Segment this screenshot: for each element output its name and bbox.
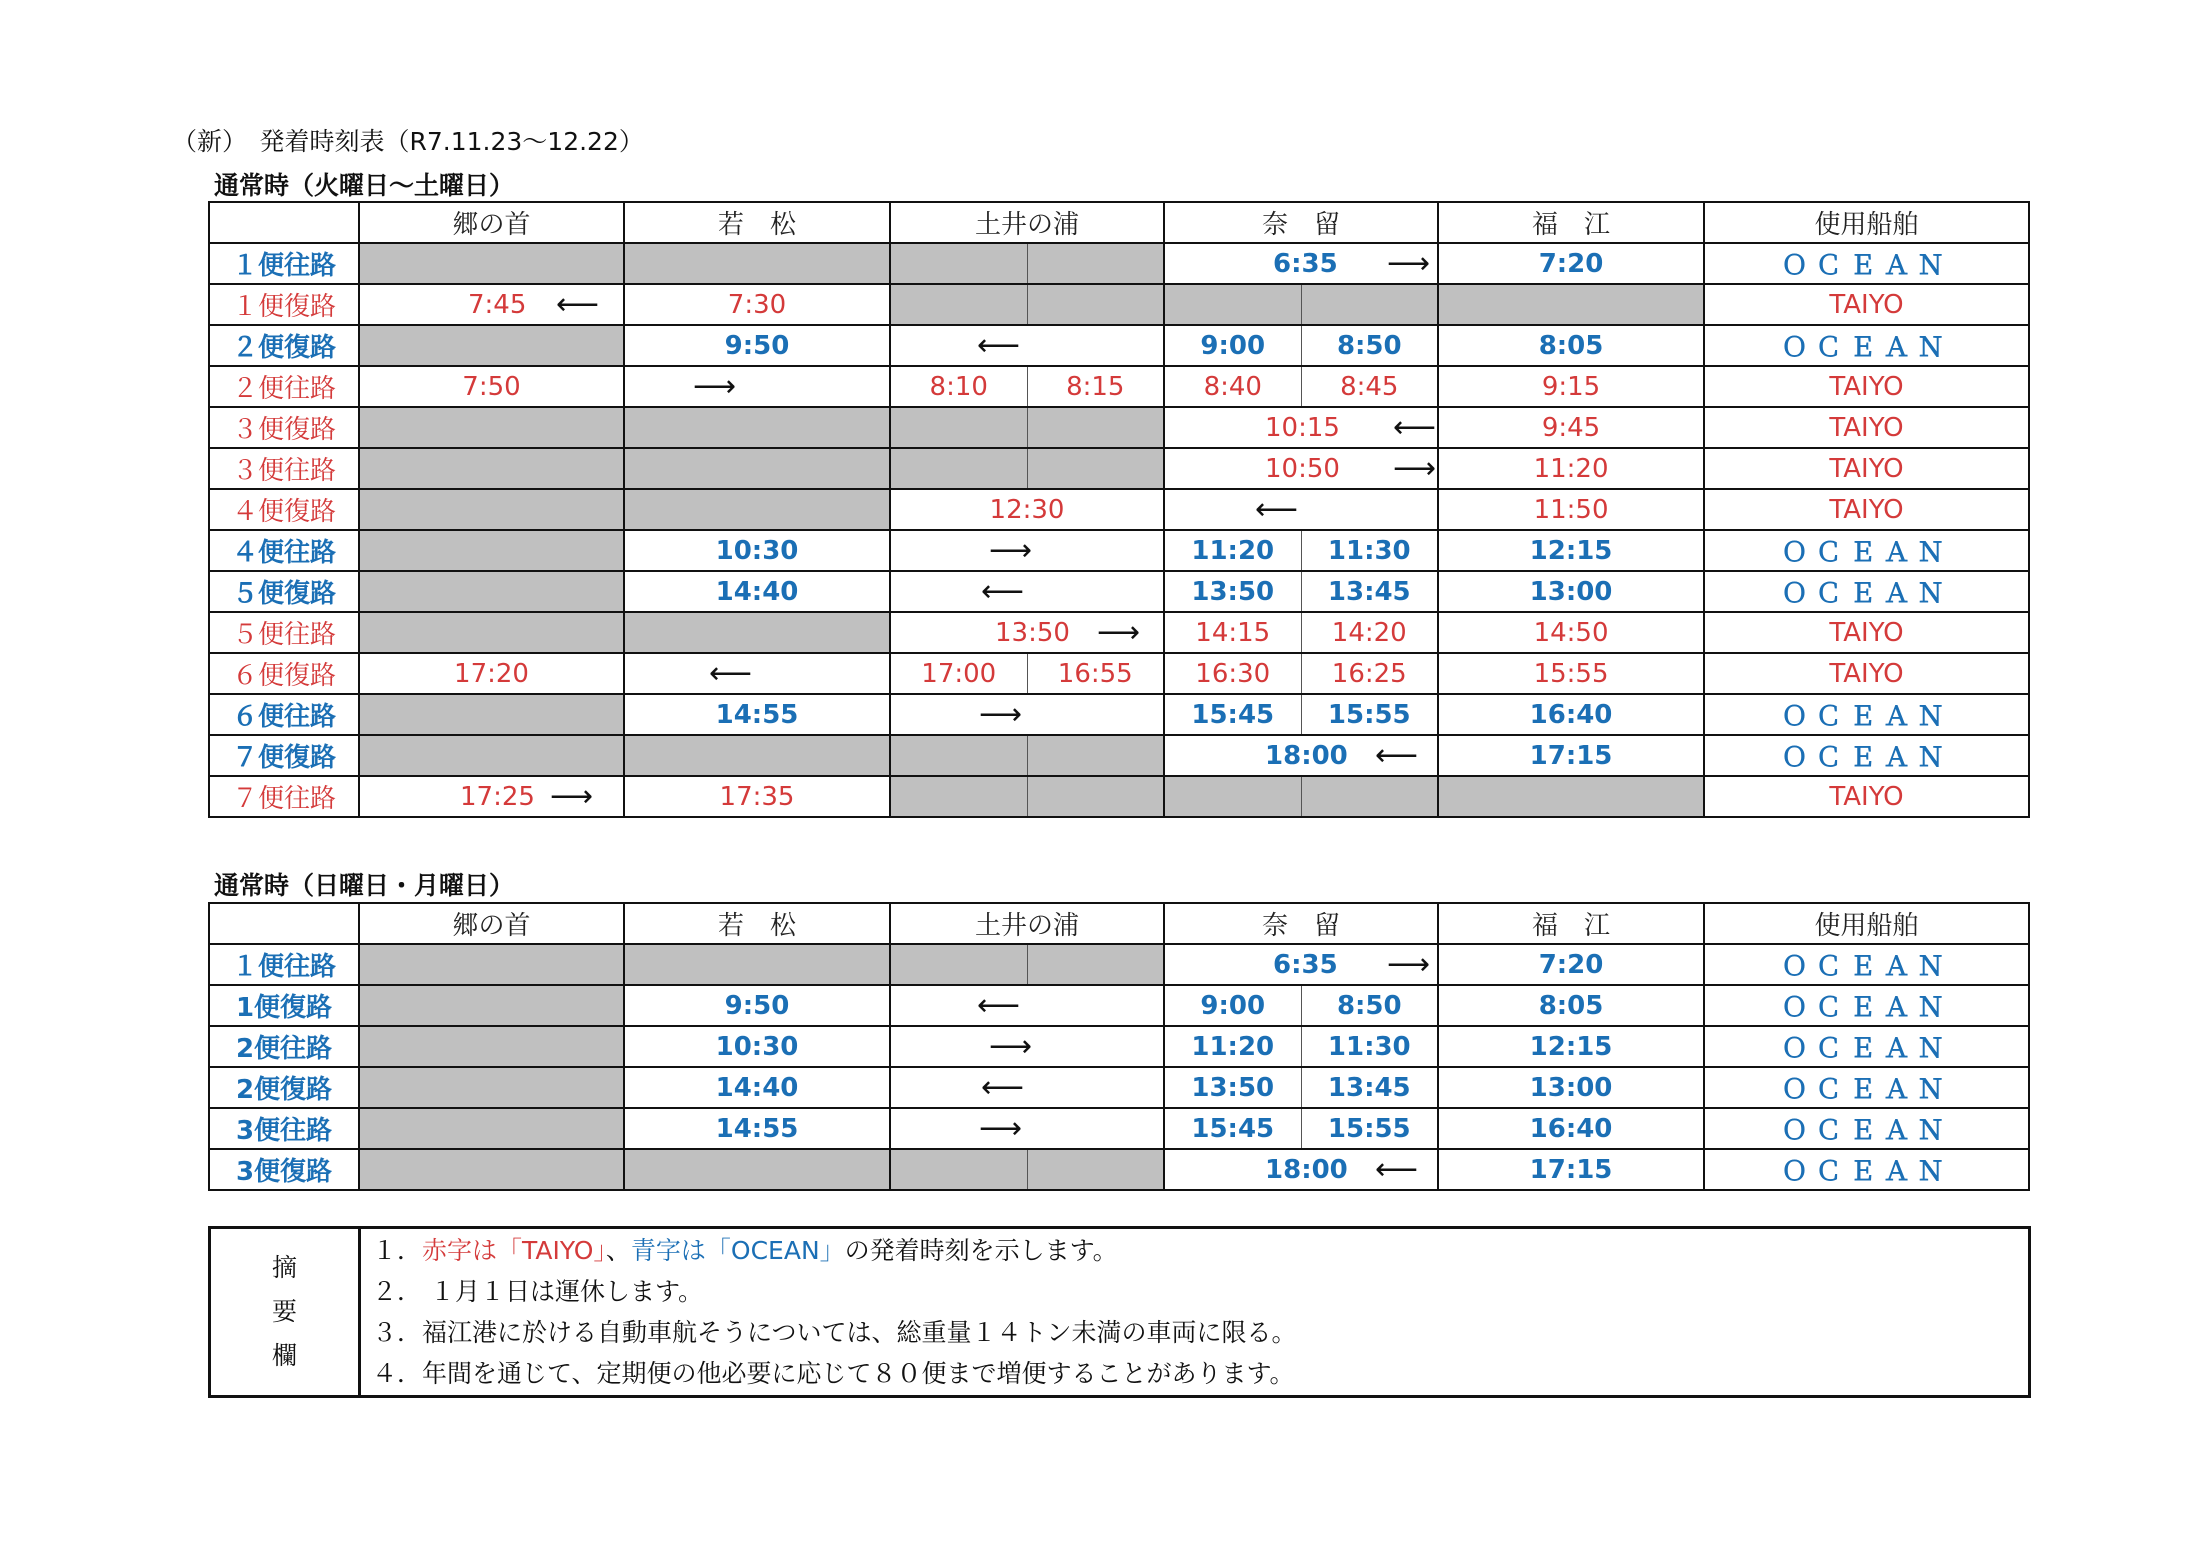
gray-cell [890, 944, 1027, 985]
doinoura-cell: 13:50 ⟶ [890, 612, 1164, 653]
fukue-cell: 9:15 [1438, 366, 1704, 407]
naru-cell: 18:00 ⟵ [1164, 1149, 1438, 1190]
ship-cell: ＯＣＥＡＮ [1704, 985, 2029, 1026]
ship-cell: TAIYO [1704, 776, 2029, 817]
table-row [209, 325, 2029, 366]
fukue-cell: 15:55 [1438, 653, 1704, 694]
header-fukue: 福 江 [1438, 903, 1704, 944]
gounokubi-cell: 17:20 [359, 653, 624, 694]
naru-cell: 6:35 ⟶ [1164, 944, 1438, 985]
gray-cell [624, 1149, 890, 1190]
row-label: ６便復路 [209, 653, 359, 694]
table-row [209, 366, 2029, 407]
doinoura-cell [890, 1067, 1164, 1108]
gray-cell [1301, 284, 1438, 325]
ship-cell: ＯＣＥＡＮ [1704, 571, 2029, 612]
fukue-cell: 8:05 [1438, 985, 1704, 1026]
naru-cell: 8:40 [1164, 366, 1301, 407]
row-label: ６便往路 [209, 694, 359, 735]
row-label: 1便復路 [209, 985, 359, 1026]
row-label: 2便往路 [209, 1026, 359, 1067]
gray-cell [1027, 284, 1164, 325]
wakamatsu-cell: 10:30 [624, 530, 890, 571]
naru-cell: 13:45 [1301, 571, 1438, 612]
doinoura-cell: 17:00 [890, 653, 1027, 694]
header-blank [209, 903, 359, 944]
naru-cell: 11:30 [1301, 530, 1438, 571]
doinoura-cell [890, 1026, 1164, 1067]
arrow-right-icon: ⟶ [1097, 614, 1141, 650]
section-title-weekday: 通常時（火曜日～土曜日） [214, 171, 515, 200]
doinoura-cell [890, 530, 1164, 571]
row-label: 2便復路 [209, 1067, 359, 1108]
gray-cell [624, 448, 890, 489]
gray-cell [359, 612, 624, 653]
row-label: ２便復路 [209, 325, 359, 366]
wakamatsu-cell: 10:30 [624, 1026, 890, 1067]
gray-cell [1027, 448, 1164, 489]
fukue-cell: 12:15 [1438, 530, 1704, 571]
header-wakamatsu: 若 松 [624, 903, 890, 944]
arrow-left-icon: ⟵ [1393, 409, 1437, 445]
fukue-cell: 8:05 [1438, 325, 1704, 366]
note-line-3: ３．福江港に於ける自動車航そうについては、総重量１４トン未満の車両に限る。 [372, 1318, 1297, 1347]
gray-cell [359, 735, 624, 776]
doinoura-cell: 8:15 [1027, 366, 1164, 407]
naru-cell: 15:45 [1164, 694, 1301, 735]
doinoura-cell [890, 571, 1164, 612]
table-row [209, 612, 2029, 653]
fukue-cell: 11:20 [1438, 448, 1704, 489]
naru-cell: 8:45 [1301, 366, 1438, 407]
ship-cell: TAIYO [1704, 612, 2029, 653]
header-doinoura: 土井の浦 [890, 202, 1164, 243]
section-title-weekend: 通常時（日曜日・月曜日） [214, 871, 515, 900]
doinoura-cell: 16:55 [1027, 653, 1164, 694]
note-line-2: ２． １月１日は運休します。 [372, 1277, 703, 1306]
gray-cell [890, 448, 1027, 489]
notes-content [360, 1228, 2030, 1397]
row-label: １便復路 [209, 284, 359, 325]
gray-cell [359, 1026, 624, 1067]
gray-cell [1438, 284, 1704, 325]
gray-cell [359, 243, 624, 284]
gray-cell [1027, 407, 1164, 448]
naru-cell: 8:50 [1301, 325, 1438, 366]
table-row [209, 407, 2029, 448]
fukue-cell: 17:15 [1438, 1149, 1704, 1190]
wakamatsu-cell [624, 366, 890, 407]
table-row [209, 448, 2029, 489]
gray-cell [1164, 284, 1301, 325]
ship-cell: TAIYO [1704, 653, 2029, 694]
ship-cell: ＯＣＥＡＮ [1704, 530, 2029, 571]
note-line-1: １．赤字は「TAIYO」、青字は「OCEAN」の発着時刻を示します。 [372, 1236, 1118, 1265]
arrow-right-icon: ⟶ [550, 778, 594, 814]
arrow-left-icon: ⟵ [556, 286, 600, 322]
doinoura-cell: 12:30 [890, 489, 1164, 530]
timetable-weekend [208, 902, 2030, 1191]
gounokubi-cell: 7:50 [359, 366, 624, 407]
table-row [209, 735, 2029, 776]
document-title: （新） 発着時刻表（R7.11.23～12.22） [172, 127, 644, 156]
header-ship: 使用船舶 [1704, 202, 2029, 243]
gray-cell [359, 571, 624, 612]
gray-cell [624, 612, 890, 653]
header-blank [209, 202, 359, 243]
naru-cell: 9:00 [1164, 985, 1301, 1026]
notes-label: 摘 要 欄 [210, 1228, 360, 1397]
gray-cell [1027, 735, 1164, 776]
fukue-cell: 17:15 [1438, 735, 1704, 776]
wakamatsu-cell: 14:55 [624, 694, 890, 735]
naru-cell: 15:55 [1301, 694, 1438, 735]
row-label: 3便往路 [209, 1108, 359, 1149]
gray-cell [359, 944, 624, 985]
ship-cell: ＯＣＥＡＮ [1704, 1067, 2029, 1108]
arrow-left-icon: ⟵ [1375, 737, 1419, 773]
ship-cell: TAIYO [1704, 448, 2029, 489]
wakamatsu-cell: 9:50 [624, 325, 890, 366]
row-label: 3便復路 [209, 1149, 359, 1190]
arrow-left-icon: ⟵ [977, 987, 1021, 1023]
ship-cell: TAIYO [1704, 366, 2029, 407]
row-label: ７便復路 [209, 735, 359, 776]
gray-cell [624, 407, 890, 448]
row-label: ５便往路 [209, 612, 359, 653]
ship-cell: ＯＣＥＡＮ [1704, 944, 2029, 985]
ship-cell: ＯＣＥＡＮ [1704, 1026, 2029, 1067]
table-row [209, 1149, 2029, 1190]
gray-cell [359, 448, 624, 489]
gray-cell [359, 1067, 624, 1108]
wakamatsu-cell [624, 653, 890, 694]
wakamatsu-cell: 9:50 [624, 985, 890, 1026]
row-label: ３便往路 [209, 448, 359, 489]
naru-cell: 9:00 [1164, 325, 1301, 366]
gray-cell [890, 1149, 1027, 1190]
header-doinoura: 土井の浦 [890, 903, 1164, 944]
gray-cell [359, 694, 624, 735]
header-ship: 使用船舶 [1704, 903, 2029, 944]
naru-cell: 11:20 [1164, 1026, 1301, 1067]
naru-cell: 8:50 [1301, 985, 1438, 1026]
naru-cell: 13:45 [1301, 1067, 1438, 1108]
arrow-right-icon: ⟶ [979, 696, 1023, 732]
table-row [209, 985, 2029, 1026]
gray-cell [359, 1108, 624, 1149]
gray-cell [1164, 776, 1301, 817]
naru-cell: 16:25 [1301, 653, 1438, 694]
gray-cell [359, 325, 624, 366]
arrow-left-icon: ⟵ [1375, 1151, 1419, 1187]
ship-cell: TAIYO [1704, 489, 2029, 530]
wakamatsu-cell: 14:55 [624, 1108, 890, 1149]
doinoura-cell [890, 694, 1164, 735]
fukue-cell: 7:20 [1438, 944, 1704, 985]
gray-cell [890, 735, 1027, 776]
gray-cell [890, 776, 1027, 817]
table-row [209, 1067, 2029, 1108]
note-line-4: ４．年間を通じて、定期便の他必要に応じて８０便まで増便することがあります。 [372, 1359, 1295, 1388]
fukue-cell: 11:50 [1438, 489, 1704, 530]
doinoura-cell [890, 1108, 1164, 1149]
naru-cell: 16:30 [1164, 653, 1301, 694]
header-naru: 奈 留 [1164, 903, 1438, 944]
table-row [209, 1108, 2029, 1149]
table-row [209, 489, 2029, 530]
table-row [209, 571, 2029, 612]
header-fukue: 福 江 [1438, 202, 1704, 243]
table-row [209, 1026, 2029, 1067]
row-label: １便往路 [209, 243, 359, 284]
naru-cell: 14:20 [1301, 612, 1438, 653]
arrow-right-icon: ⟶ [1387, 245, 1431, 281]
row-label: １便往路 [209, 944, 359, 985]
timetable-weekday [208, 201, 2030, 818]
gray-cell [624, 944, 890, 985]
ship-cell: ＯＣＥＡＮ [1704, 325, 2029, 366]
doinoura-cell: 8:10 [890, 366, 1027, 407]
ship-cell: ＯＣＥＡＮ [1704, 694, 2029, 735]
fukue-cell: 16:40 [1438, 1108, 1704, 1149]
gray-cell [624, 735, 890, 776]
arrow-right-icon: ⟶ [979, 1110, 1023, 1146]
gray-cell [359, 407, 624, 448]
fukue-cell: 13:00 [1438, 1067, 1704, 1108]
table-row [209, 694, 2029, 735]
row-label: ５便復路 [209, 571, 359, 612]
ship-cell: ＯＣＥＡＮ [1704, 1149, 2029, 1190]
ship-cell: ＯＣＥＡＮ [1704, 243, 2029, 284]
naru-cell: 10:50 ⟶ [1164, 448, 1438, 489]
gray-cell [1027, 776, 1164, 817]
wakamatsu-cell: 17:35 [624, 776, 890, 817]
header-gounokubi: 郷の首 [359, 202, 624, 243]
arrow-right-icon: ⟶ [989, 532, 1033, 568]
doinoura-cell [890, 325, 1164, 366]
row-label: ４便復路 [209, 489, 359, 530]
naru-cell: 6:35 ⟶ [1164, 243, 1438, 284]
naru-cell: 11:20 [1164, 530, 1301, 571]
naru-cell: 15:45 [1164, 1108, 1301, 1149]
arrow-left-icon: ⟵ [981, 573, 1025, 609]
header-naru: 奈 留 [1164, 202, 1438, 243]
arrow-right-icon: ⟶ [1387, 946, 1431, 982]
table-row [209, 944, 2029, 985]
naru-cell: 13:50 [1164, 1067, 1301, 1108]
notes-box [208, 1226, 2031, 1398]
ship-cell: TAIYO [1704, 407, 2029, 448]
ship-cell: TAIYO [1704, 284, 2029, 325]
gounokubi-cell: 17:25 ⟶ [359, 776, 624, 817]
gray-cell [1027, 944, 1164, 985]
gray-cell [890, 407, 1027, 448]
row-label: ７便往路 [209, 776, 359, 817]
gray-cell [359, 489, 624, 530]
table-row [209, 653, 2029, 694]
ship-cell: ＯＣＥＡＮ [1704, 735, 2029, 776]
doinoura-cell [890, 985, 1164, 1026]
naru-cell: 15:55 [1301, 1108, 1438, 1149]
row-label: ３便復路 [209, 407, 359, 448]
gray-cell [890, 243, 1027, 284]
row-label: ２便往路 [209, 366, 359, 407]
gray-cell [359, 985, 624, 1026]
fukue-cell: 14:50 [1438, 612, 1704, 653]
naru-cell: 18:00 ⟵ [1164, 735, 1438, 776]
wakamatsu-cell: 14:40 [624, 571, 890, 612]
table-row [209, 530, 2029, 571]
gray-cell [359, 530, 624, 571]
gray-cell [1027, 1149, 1164, 1190]
arrow-right-icon: ⟶ [989, 1028, 1033, 1064]
gray-cell [1438, 776, 1704, 817]
fukue-cell: 13:00 [1438, 571, 1704, 612]
arrow-left-icon: ⟵ [1255, 491, 1299, 527]
arrow-left-icon: ⟵ [709, 655, 753, 691]
table-row [209, 243, 2029, 284]
arrow-right-icon: ⟶ [1393, 450, 1437, 486]
header-wakamatsu: 若 松 [624, 202, 890, 243]
naru-cell: 14:15 [1164, 612, 1301, 653]
arrow-left-icon: ⟵ [981, 1069, 1025, 1105]
naru-cell: 11:30 [1301, 1026, 1438, 1067]
gray-cell [359, 1149, 624, 1190]
naru-cell: 13:50 [1164, 571, 1301, 612]
wakamatsu-cell: 14:40 [624, 1067, 890, 1108]
ship-cell: ＯＣＥＡＮ [1704, 1108, 2029, 1149]
gray-cell [890, 284, 1027, 325]
arrow-right-icon: ⟶ [693, 368, 737, 404]
arrow-left-icon: ⟵ [977, 327, 1021, 363]
gray-cell [624, 489, 890, 530]
header-gounokubi: 郷の首 [359, 903, 624, 944]
gray-cell [624, 243, 890, 284]
fukue-cell: 9:45 [1438, 407, 1704, 448]
fukue-cell: 12:15 [1438, 1026, 1704, 1067]
gray-cell [1301, 776, 1438, 817]
gray-cell [1027, 243, 1164, 284]
naru-cell [1164, 489, 1438, 530]
table-row [209, 284, 2029, 325]
fukue-cell: 16:40 [1438, 694, 1704, 735]
wakamatsu-cell: 7:30 [624, 284, 890, 325]
gounokubi-cell: 7:45 ⟵ [359, 284, 624, 325]
fukue-cell: 7:20 [1438, 243, 1704, 284]
table-row [209, 776, 2029, 817]
row-label: ４便往路 [209, 530, 359, 571]
naru-cell: 10:15 ⟵ [1164, 407, 1438, 448]
